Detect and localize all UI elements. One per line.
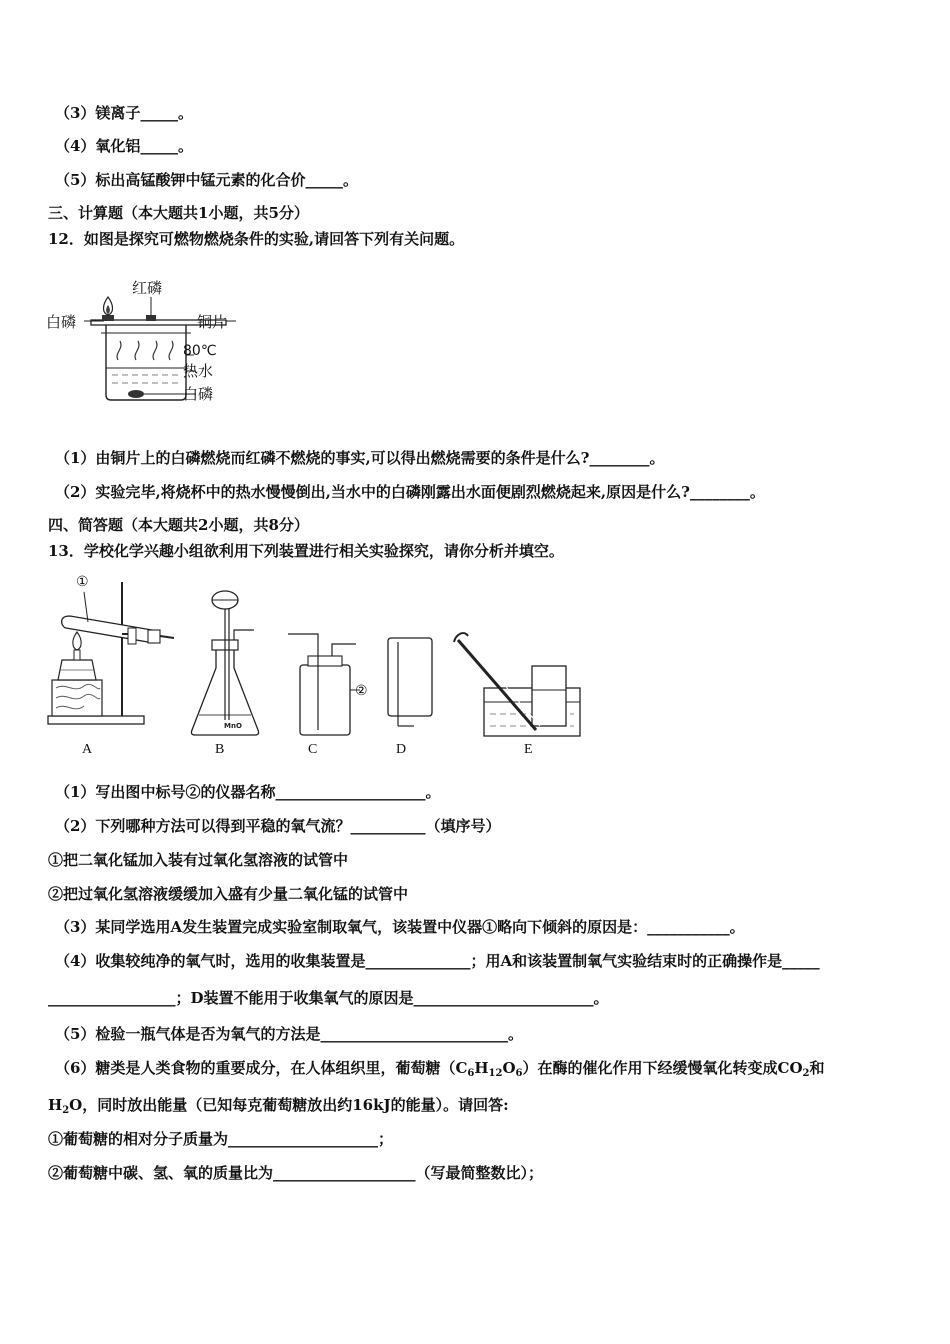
- q13-4-continued: _________________；D装置不能用于收集氧气的原因是________________________。: [48, 989, 609, 1007]
- q11-3: （3）镁离子_____。: [55, 104, 193, 122]
- apparatus-diagram: [44, 570, 589, 745]
- marker-1: ①: [76, 575, 89, 590]
- q11-5: （5）标出高锰酸钾中锰元素的化合价_____。: [55, 171, 358, 189]
- svg-text:MnO: MnO: [224, 722, 242, 730]
- label-white-phosphorus-bottom: 白磷: [183, 385, 214, 403]
- q11-4: （4）氧化铝_____。: [55, 137, 193, 155]
- label-white-phosphorus-top: 白磷: [46, 313, 77, 331]
- q13-1: （1）写出图中标号②的仪器名称____________________。: [55, 783, 441, 801]
- q12-1: （1）由铜片上的白磷燃烧而红磷不燃烧的事实,可以得出燃烧需要的条件是什么?________。: [55, 449, 665, 467]
- q13-6: （6）糖类是人类食物的重要成分，在人体组织里，葡萄糖$(C_6H_{12}O_6)$在酶的催化作用下经缓慢氧化转变成$CO_2$和: [55, 1059, 825, 1079]
- q13-3: （3）某同学选用A发生装置完成实验室制取氧气，该装置中仪器①略向下倾斜的原因是：___________。: [55, 918, 745, 936]
- label-copper-plate: 铜片: [197, 313, 228, 331]
- q13-2: （2）下列哪种方法可以得到平稳的氧气流？__________（填序号）: [55, 817, 501, 835]
- label-apparatus-c: C: [308, 742, 318, 757]
- q13-6-part-2: ②葡萄糖中碳、氢、氧的质量比为___________________（写最简整数比）；: [48, 1164, 544, 1182]
- q13-4: （4）收集较纯净的氧气时，选用的收集装置是______________；用A和该装置制氧气实验结束时的正确操作是_____: [55, 952, 820, 970]
- q13-stem: 13．学校化学兴趣小组欲利用下列装置进行相关实验探究，请你分析并填空。: [48, 542, 564, 560]
- marker-2: ②: [355, 684, 368, 699]
- section-3-title: 三、计算题（本大题共1小题，共5分）: [48, 204, 309, 222]
- label-red-phosphorus: 红磷: [132, 279, 163, 297]
- label-apparatus-d: D: [396, 742, 407, 757]
- q13-6-part-1: ①葡萄糖的相对分子质量为____________________；: [48, 1130, 394, 1148]
- label-apparatus-b: B: [215, 742, 225, 757]
- q12-stem: 12．如图是探究可燃物燃烧条件的实验,请回答下列有关问题。: [48, 230, 465, 248]
- label-temperature: 80℃: [183, 343, 217, 359]
- q13-5: （5）检验一瓶气体是否为氧气的方法是_________________________。: [55, 1025, 523, 1043]
- q13-2-option-1: ①把二氧化锰加入装有过氧化氢溶液的试管中: [48, 851, 349, 869]
- label-apparatus-a: A: [82, 742, 93, 757]
- section-4-title: 四、简答题（本大题共2小题，共8分）: [48, 516, 309, 534]
- q12-2: （2）实验完毕,将烧杯中的热水慢慢倒出,当水中的白磷刚露出水面便剧烈燃烧起来,原因是什么?________。: [55, 483, 765, 501]
- label-apparatus-e: E: [524, 742, 533, 757]
- q13-6-continued: $H_2O$，同时放出能量（已知每克葡萄糖放出约16kJ的能量）。请回答:: [48, 1096, 509, 1116]
- label-hot-water: 热水: [183, 362, 214, 380]
- q13-2-option-2: ②把过氧化氢溶液缓缓加入盛有少量二氧化锰的试管中: [48, 885, 409, 903]
